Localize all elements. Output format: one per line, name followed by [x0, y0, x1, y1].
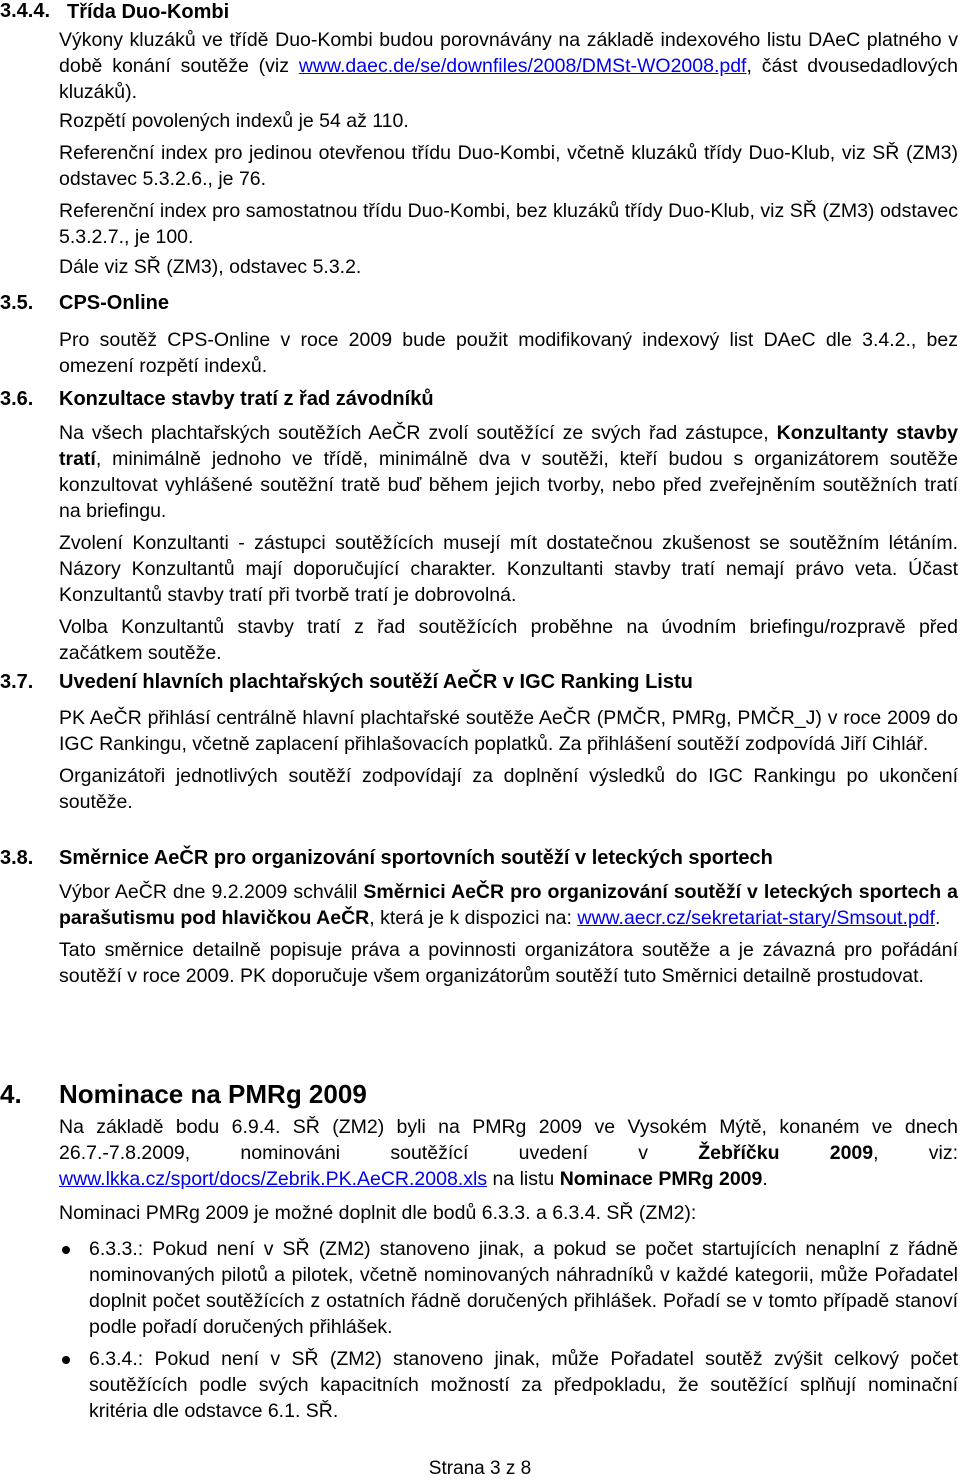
section-title: Třída Duo-Kombi: [67, 1, 230, 23]
section-number: 3.8.: [0, 847, 34, 869]
section-body: [0, 879, 960, 989]
paragraph: Referenční index pro samostatnou třídu Duo-Kombi, bez kluzáků třídy Duo-Klub, viz SŘ (ZM3) odstavec 5.3.2.7., je 100.: [59, 200, 958, 248]
paragraph: PK AeČR přihlásí centrálně hlavní plachtařské soutěže AeČR (PMČR, PMRg, PMČR_J) v roce 2009 do IGC Rankingu, včetně zaplacení přihlašovacích poplatků. Za přihlášení soutěží zodpovídá Jiří Cihlář.: [59, 707, 958, 755]
list-item: [59, 1346, 958, 1424]
bold-term: Nominace PMRg 2009: [559, 1168, 763, 1190]
paragraph: Dále viz SŘ (ZM3), odstavec 5.3.2.: [59, 256, 362, 278]
text: Výkony kluzáků ve třídě Duo-Kombi budou porovnávány na základě indexového listu DAeC platného v době konání soutěže (viz: [59, 29, 958, 77]
text: , část dvousedadlových kluzáků).: [59, 55, 958, 103]
text: Výbor AeČR dne 9.2.2009 schválil: [59, 881, 364, 903]
paragraph: Referenční index pro jedinou otevřenou třídu Duo-Kombi, včetně kluzáků třídy Duo-Klub, viz SŘ (ZM3) odstavec 5.3.2.6., je 76.: [59, 142, 958, 190]
section-number: 3.7.: [0, 671, 34, 693]
section-title: Uvedení hlavních plachtařských soutěží AeČR v IGC Ranking Listu: [59, 671, 693, 693]
text: Na všech plachtařských soutěžích AeČR zvolí soutěžící ze svých řad zástupce,: [59, 422, 777, 444]
section-number: 3.4.4.: [0, 0, 51, 22]
section-heading: [0, 386, 960, 412]
section-heading: [0, 669, 960, 695]
section-heading: [0, 845, 960, 871]
text: , minimálně jednoho ve třídě, minimálně dva v soutěži, kteří budou s organizátorem soutěže konzultovat vyhlášené soutěžní tratě buď během jejich tvorby, nebo před zveřejněním soutěžních tratí na briefingu.: [59, 448, 958, 522]
section-3-7: [0, 669, 960, 815]
section-3-6: [0, 386, 960, 666]
bullet-list: [59, 1236, 958, 1424]
paragraph: Tato směrnice detailně popisuje práva a povinnosti organizátora soutěže a je závazná pro pořádání soutěží v roce 2009. PK doporučuje všem organizátorům soutěží tuto Směrnici detailně prostudovat.: [59, 939, 958, 987]
daec-link[interactable]: www.daec.de/se/downfiles/2008/DMSt-WO2008.pdf: [298, 55, 747, 77]
paragraph: Zvolení Konzultanti - zástupci soutěžících musejí mít dostatečnou zkušenost se soutěžním létáním. Názory Konzultantů mají doporučující charakter. Konzultanti stavby tratí nemají právo veta. Účast Konzultantů stavby tratí při tvorbě tratí je dobrovolná.: [59, 532, 958, 606]
paragraph: [59, 27, 958, 105]
bullet-icon: [62, 1356, 70, 1364]
section-heading: [0, 1078, 960, 1110]
paragraph: [59, 1114, 958, 1192]
text: .: [762, 1168, 768, 1190]
section-body: [0, 420, 960, 666]
section-3-5: [0, 290, 960, 379]
section-heading: [0, 290, 960, 316]
list-item-text: 6.3.4.: Pokud není v SŘ (ZM2) stanoveno jinak, může Pořadatel soutěž zvýšit celkový počet soutěžících podle svých kapacitních možností za předpokladu, že soutěžící splňují nominační kritéria dle odstavce 6.1. SŘ.: [89, 1348, 958, 1422]
section-heading: [0, 0, 960, 23]
list-item: [59, 1236, 958, 1340]
paragraph: [59, 420, 958, 524]
section-title: Konzultace stavby tratí z řad závodníků: [59, 388, 434, 410]
page-footer: Strana 3 z 8: [428, 1458, 532, 1479]
bold-term: Žebříčku 2009: [698, 1142, 874, 1164]
bullet-icon: [62, 1246, 70, 1254]
paragraph: Pro soutěž CPS-Online v roce 2009 bude použit modifikovaný indexový list DAeC dle 3.4.2., bez omezení rozpětí indexů.: [59, 329, 958, 377]
section-title: Nominace na PMRg 2009: [59, 1079, 367, 1109]
section-number: 3.6.: [0, 388, 34, 410]
bold-term: Konzultanty stavby tratí: [59, 422, 958, 470]
section-3-8: [0, 845, 960, 989]
paragraph: Volba Konzultantů stavby tratí z řad soutěžících proběhne na úvodním briefingu/rozpravě před začátkem soutěže.: [59, 616, 958, 664]
section-number: 4.: [0, 1079, 22, 1109]
lkka-link[interactable]: www.lkka.cz/sport/docs/Zebrik.PK.AeCR.2008.xls: [59, 1168, 488, 1190]
list-item-text: 6.3.3.: Pokud není v SŘ (ZM2) stanoveno jinak, a pokud se počet startujících nenaplní z řádně nominovaných pilotů a pilotek, včetně nominovaných náhradníků v každé kategorii, může Pořadatel doplnit počet soutěžících z ostatních řádně doručených přihlášek. Pořadí se v tomto případě stanoví podle pořadí doručených přihlášek.: [89, 1238, 958, 1338]
text: , která je k dispozici na:: [369, 907, 578, 929]
section-3-4-4: [0, 0, 960, 280]
section-title: CPS-Online: [59, 292, 170, 314]
bold-term: Směrnici AeČR pro organizování soutěží v leteckých sportech a parašutismu pod hlavičkou AeČR: [59, 881, 958, 929]
section-body: [0, 327, 960, 379]
aecr-link[interactable]: www.aecr.cz/sekretariat-stary/Smsout.pdf: [577, 907, 935, 929]
paragraph: [59, 879, 958, 931]
paragraph: Nominaci PMRg 2009 je možné doplnit dle bodů 6.3.3. a 6.3.4. SŘ (ZM2):: [59, 1202, 697, 1224]
section-title: Směrnice AeČR pro organizování sportovních soutěží v leteckých sportech: [59, 847, 773, 869]
paragraph: Rozpětí povolených indexů je 54 až 110.: [59, 110, 409, 132]
text: , viz:: [873, 1142, 959, 1164]
text: Na základě bodu 6.9.4. SŘ (ZM2) byli na PMRg 2009 ve Vysokém Mýtě, konaném ve dnech 26.7.-7.8.2009, nominováni soutěžící uvedení v: [59, 1116, 958, 1164]
text: .: [934, 907, 941, 929]
section-4: [0, 1078, 960, 1424]
section-body: [0, 27, 960, 280]
text: na listu: [487, 1168, 560, 1190]
paragraph: Organizátoři jednotlivých soutěží zodpovídají za doplnění výsledků do IGC Rankingu po ukončení soutěže.: [59, 765, 958, 813]
section-body: [0, 705, 960, 815]
section-number: 3.5.: [0, 292, 34, 314]
section-body: [0, 1114, 960, 1424]
